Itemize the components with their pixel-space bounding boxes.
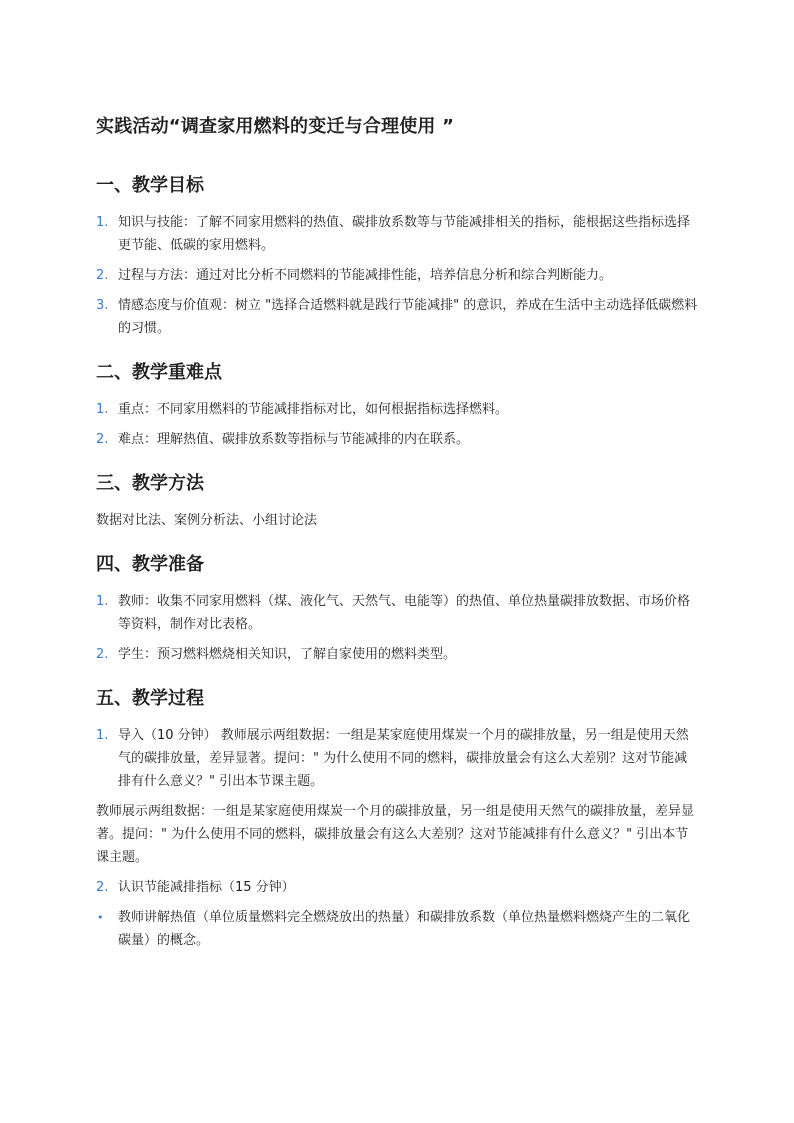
- section-heading: 五、教学过程: [96, 688, 204, 709]
- document-page: [96, 112, 700, 959]
- list-number: 3.: [96, 298, 109, 313]
- list-item: [96, 211, 700, 257]
- list-item-text: 认识节能减排指标（15 分钟）: [118, 880, 295, 895]
- list-number: 2.: [96, 432, 109, 447]
- section-heading: 一、教学目标: [96, 175, 204, 196]
- process-paragraph: 教师展示两组数据：一组是某家庭使用煤炭一个月的碳排放量，另一组是使用天然气的碳排放量，差异显著。提问：" 为什么使用不同的燃料，碳排放量会有这么大差别？这对节能减排有什么意义？" 引出本节课主题。: [96, 804, 695, 865]
- bullet-marker: •: [97, 911, 104, 924]
- bullet-item-text: 教师讲解热值（单位质量燃料完全燃烧放出的热量）和碳排放系数（单位热量燃料燃烧产生的二氧化碳量）的概念。: [118, 910, 691, 948]
- process-list-continued: [96, 876, 700, 952]
- document-title: 实践活动“调查家用燃料的变迁与合理使用 ”: [96, 116, 455, 137]
- list-number: 1.: [96, 402, 109, 417]
- section-teaching-preparation: [96, 550, 700, 666]
- difficulties-list: [96, 398, 700, 451]
- list-number: 1.: [96, 728, 109, 743]
- list-item: [96, 876, 700, 899]
- list-item: [96, 590, 700, 636]
- list-item: [96, 398, 700, 421]
- list-number: 1.: [96, 215, 109, 230]
- list-item-text: 情感态度与价值观：树立 "选择合适燃料就是践行节能减排" 的意识，养成在生活中主动选择低碳燃料的习惯。: [118, 298, 698, 336]
- section-key-difficulties: [96, 358, 700, 451]
- list-item-text: 学生：预习燃料燃烧相关知识，了解自家使用的燃料类型。: [118, 647, 457, 662]
- list-item-text: 知识与技能：了解不同家用燃料的热值、碳排放系数等与节能减排相关的指标，能根据这些指标选择更节能、低碳的家用燃料。: [118, 215, 691, 253]
- section-teaching-objectives: [96, 171, 700, 340]
- list-item: [96, 294, 700, 340]
- section-teaching-process: [96, 684, 700, 952]
- list-item: [96, 724, 700, 793]
- section-heading: 二、教学重难点: [96, 362, 222, 383]
- objectives-list: [96, 211, 700, 340]
- list-item-text: 教师：收集不同家用燃料（煤、液化气、天然气、电能等）的热值、单位热量碳排放数据、市场价格等资料，制作对比表格。: [118, 594, 691, 632]
- methods-paragraph: 数据对比法、案例分析法、小组讨论法: [96, 513, 318, 528]
- list-item-text: 导入（10 分钟） 教师展示两组数据：一组是某家庭使用煤炭一个月的碳排放量，另一组是使用天然气的碳排放量，差异显著。提问：" 为什么使用不同的燃料，碳排放量会有这么大差别？这对节能减排有什么意义？" 引出本节课主题。: [118, 728, 689, 789]
- bullet-item: [96, 906, 700, 952]
- section-teaching-methods: [96, 469, 700, 532]
- list-item-text: 难点：理解热值、碳排放系数等指标与节能减排的内在联系。: [118, 432, 470, 447]
- list-item-text: 重点：不同家用燃料的节能减排指标对比，如何根据指标选择燃料。: [118, 402, 509, 417]
- list-number: 2.: [96, 880, 109, 895]
- section-heading: 四、教学准备: [96, 554, 204, 575]
- process-list: [96, 724, 700, 793]
- list-item: [96, 643, 700, 666]
- preparation-list: [96, 590, 700, 666]
- list-number: 2.: [96, 647, 109, 662]
- list-item-text: 过程与方法：通过对比分析不同燃料的节能减排性能，培养信息分析和综合判断能力。: [118, 268, 613, 283]
- list-number: 1.: [96, 594, 109, 609]
- section-heading: 三、教学方法: [96, 473, 204, 494]
- list-item: [96, 428, 700, 451]
- list-item: [96, 264, 700, 287]
- list-number: 2.: [96, 268, 109, 283]
